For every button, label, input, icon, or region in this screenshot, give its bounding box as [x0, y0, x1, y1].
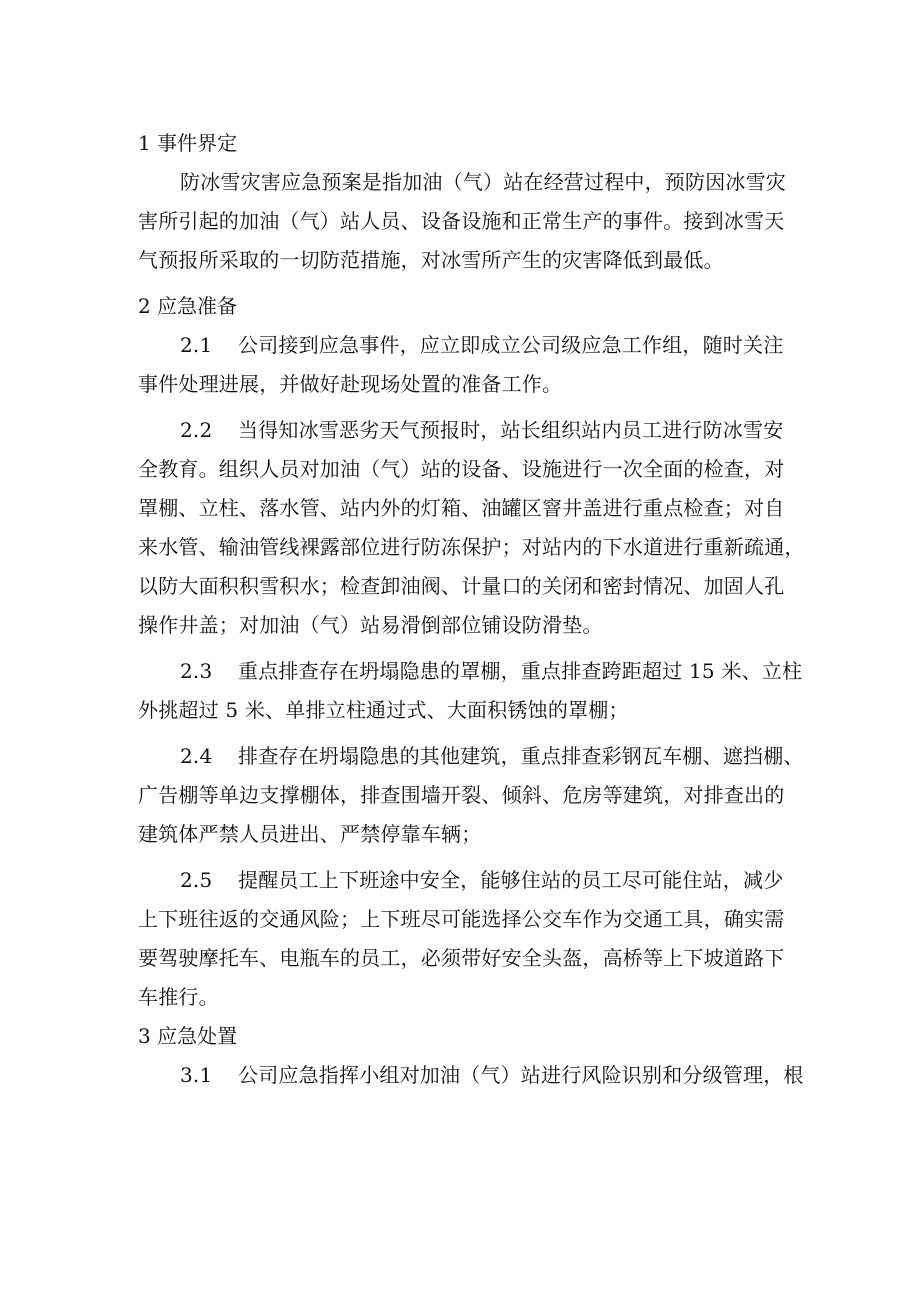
- section-heading: 2 应急准备: [138, 294, 238, 318]
- paragraph-line: 要驾驶摩托车、电瓶车的员工，必须带好安全头盔，高桥等上下坡道路下: [138, 946, 785, 970]
- clause-number: 2.2: [180, 418, 213, 442]
- paragraph-line: 罩棚、立柱、落水管、站内外的灯箱、油罐区窨井盖进行重点检查；对自: [138, 496, 785, 520]
- paragraph-line: 当得知冰雪恶劣天气预报时，站长组织站内员工进行防冰雪安: [238, 418, 784, 442]
- document-body: [138, 124, 805, 1095]
- paragraph-line: 气预报所采取的一切防范措施，对冰雪所产生的灾害降低到最低。: [138, 248, 724, 272]
- paragraph-first-line: [138, 326, 788, 365]
- paragraph-line: 事件处理进展，并做好赴现场处置的准备工作。: [138, 372, 563, 396]
- paragraph-first-line: [138, 737, 804, 776]
- paragraph: [138, 1056, 804, 1095]
- paragraph-line: 全教育。组织人员对加油（气）站的设备、设施进行一次全面的检查，对: [138, 457, 785, 481]
- paragraph: [138, 326, 788, 404]
- paragraph: [138, 737, 804, 854]
- paragraph-line: 排查存在坍塌隐患的其他建筑，重点排查彩钢瓦车棚、遮挡棚、: [238, 744, 804, 768]
- section-heading: 1 事件界定: [138, 131, 238, 155]
- paragraph: [138, 652, 803, 730]
- paragraph-line: 害所引起的加油（气）站人员、设备设施和正常生产的事件。接到冰雪天: [138, 209, 785, 233]
- paragraph-line: 广告棚等单边支撑棚体，排查围墙开裂、倾斜、危房等建筑，对排查出的: [138, 783, 785, 807]
- paragraph-line: 车推行。: [138, 985, 219, 1009]
- paragraph: [138, 411, 805, 645]
- paragraph-first-line: [138, 652, 803, 691]
- paragraph-line: 公司应急指挥小组对加油（气）站进行风险识别和分级管理，根: [238, 1063, 804, 1087]
- clause-number: 2.3: [180, 659, 213, 683]
- paragraph: [138, 163, 788, 280]
- paragraph-line: 操作井盖；对加油（气）站易滑倒部位铺设防滑垫。: [138, 613, 603, 637]
- paragraph-line: 来水管、输油管线裸露部位进行防冻保护；对站内的下水道进行重新疏通，: [138, 535, 805, 559]
- clause-number: 3.1: [180, 1063, 213, 1087]
- clause-number: 2.1: [180, 333, 213, 357]
- paragraph: [138, 861, 788, 1017]
- paragraph-first-line: [138, 861, 788, 900]
- paragraph-line: 外挑超过 5 米、单排立柱通过式、大面积锈蚀的罩棚；: [138, 698, 629, 722]
- paragraph-line: 公司接到应急事件，应立即成立公司级应急工作组，随时关注: [238, 333, 784, 357]
- clause-number: 2.5: [180, 868, 213, 892]
- clause-number: 2.4: [180, 744, 213, 768]
- paragraph-line: 重点排查存在坍塌隐患的罩棚，重点排查跨距超过 15 米、立柱: [238, 659, 803, 683]
- paragraph-line: 以防大面积积雪积水；检查卸油阀、计量口的关闭和密封情况、加固人孔: [138, 574, 785, 598]
- paragraph-line: 防冰雪灾害应急预案是指加油（气）站在经营过程中，预防因冰雪灾: [180, 170, 786, 194]
- paragraph-line: 提醒员工上下班途中安全，能够住站的员工尽可能住站，减少: [238, 868, 784, 892]
- paragraph-first-line: [138, 411, 788, 450]
- paragraph-line: 建筑体严禁人员进出、严禁停靠车辆；: [138, 822, 482, 846]
- paragraph-first-line: [138, 1056, 804, 1095]
- paragraph-line: 上下班往返的交通风险；上下班尽可能选择公交车作为交通工具，确实需: [138, 907, 785, 931]
- section-heading: 3 应急处置: [138, 1024, 238, 1048]
